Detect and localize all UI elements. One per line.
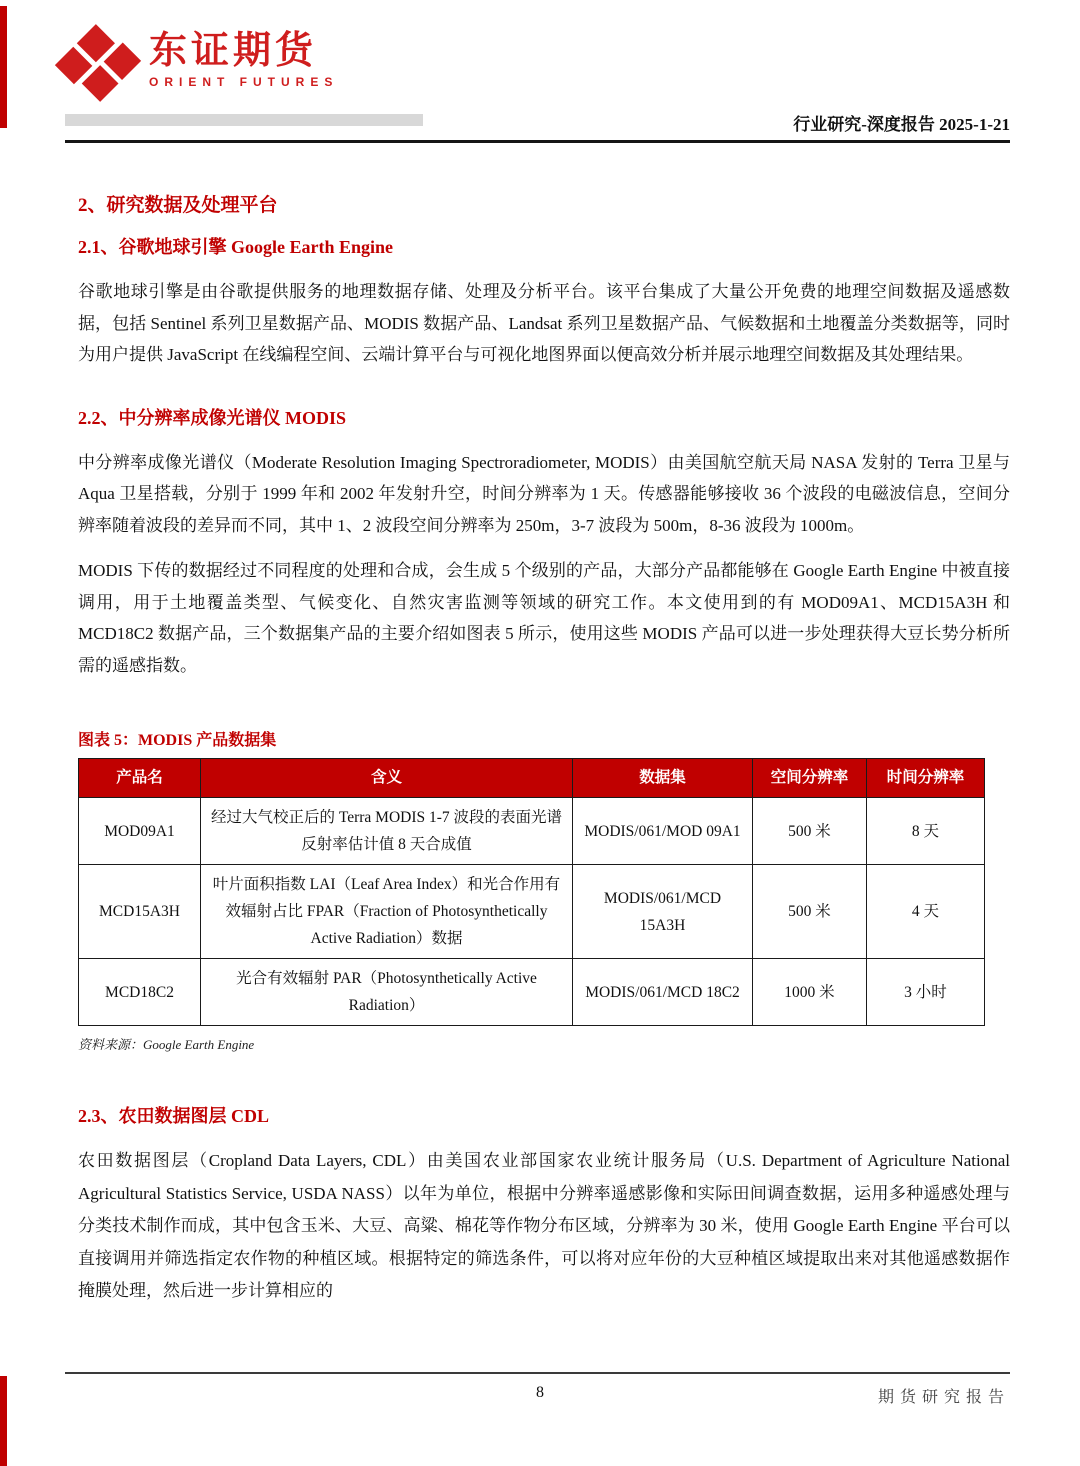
page-header <box>65 26 1010 134</box>
header-divider <box>65 140 1010 143</box>
footer-divider <box>65 1372 1010 1374</box>
cell-spatial: 500 米 <box>753 865 867 959</box>
table-row <box>79 959 985 1026</box>
cell-dataset: MODIS/061/MCD 18C2 <box>573 959 753 1026</box>
cell-spatial: 1000 米 <box>753 959 867 1026</box>
col-header-dataset: 数据集 <box>573 759 753 798</box>
section-2-2-title: 2.2、中分辨率成像光谱仪 MODIS <box>78 407 347 428</box>
header-gray-bar <box>65 114 423 126</box>
section-2-3-title: 2.3、农田数据图层 CDL <box>78 1106 270 1126</box>
section-2-1-title: 2.1、谷歌地球引擎 Google Earth Engine <box>78 237 394 257</box>
table-header-row <box>79 759 985 798</box>
cell-meaning: 经过大气校正后的 Terra MODIS 1-7 波段的表面光谱反射率估计值 8 天合成值 <box>201 798 573 865</box>
brand-logo <box>65 26 1010 92</box>
brand-logo-text <box>149 29 338 89</box>
cell-product: MOD09A1 <box>79 798 201 865</box>
col-header-meaning: 含义 <box>201 759 573 798</box>
left-accent-bar-top <box>0 6 7 128</box>
col-header-product: 产品名 <box>79 759 201 798</box>
section-2-1-paragraph: 谷歌地球引擎是由谷歌提供服务的地理数据存储、处理及分析平台。该平台集成了大量公开免费的地理空间数据及遥感数据，包括 Sentinel 系列卫星数据产品、MODIS 数据产品、Landsat 系列卫星数据产品、气候数据和土地覆盖分类数据等，同时为用户提供 JavaScript 在线编程空间、云端计算平台与可视化地图界面以便高效分析并展示地理空间数据及其处理结果。 <box>78 282 1010 364</box>
cell-temporal: 3 小时 <box>867 959 985 1026</box>
figure-5-caption: 图表 5：MODIS 产品数据集 <box>78 732 277 749</box>
cell-dataset: MODIS/061/MOD 09A1 <box>573 798 753 865</box>
footer-report-label: 期货研究报告 <box>877 1389 1010 1406</box>
cell-dataset: MODIS/061/MCD 15A3H <box>573 865 753 959</box>
col-header-spatial: 空间分辨率 <box>753 759 867 798</box>
cell-meaning: 光合有效辐射 PAR（Photosynthetically Active Radiation） <box>201 959 573 1026</box>
cell-temporal: 4 天 <box>867 865 985 959</box>
section-2-3-paragraph: 农田数据图层（Cropland Data Layers, CDL）由美国农业部国家农业统计服务局（U.S. Department of Agriculture National Agricultural Statistics Service, USDA NASS）以年为单位，根据中分辨率遥感影像和实际田间调查数据，运用多种遥感处理与分类技术制作而成，其中包含玉米、大豆、高粱、棉花等作物分布区域，分辨率为 30 米，使用 Google Earth Engine 平台可以直接调用并筛选指定农作物的种植区域。根据特定的筛选条件，可以将对应年份的大豆种植区域提取出来对其他遥感数据作掩膜处理，然后进一步计算相应的 <box>78 1151 1010 1300</box>
section-2-title: 2、研究数据及处理平台 <box>78 195 278 216</box>
cell-spatial: 500 米 <box>753 798 867 865</box>
brand-name-en: ORIENT FUTURES <box>149 75 339 89</box>
cell-temporal: 8 天 <box>867 798 985 865</box>
section-2-2-paragraph-2: MODIS 下传的数据经过不同程度的处理和合成，会生成 5 个级别的产品，大部分产品都能够在 Google Earth Engine 中被直接调用，用于土地覆盖类型、气候变化、自然灾害监测等领域的研究工作。本文使用到的有 MOD09A1、MCD15A3H 和 MCD18C2 数据产品，三个数据集产品的主要介绍如图表 5 所示，使用这些 MODIS 产品可以进一步处理获得大豆长势分析所需的遥感指数。 <box>78 561 1010 675</box>
table-row <box>79 865 985 959</box>
page-number: 8 <box>536 1384 544 1401</box>
modis-products-table <box>78 758 985 1026</box>
orient-futures-diamond-icon <box>57 22 139 104</box>
report-type-date: 行业研究-深度报告 2025-1-21 <box>793 115 1010 134</box>
cell-meaning: 叶片面积指数 LAI（Leaf Area Index）和光合作用有效辐射占比 FPAR（Fraction of Photosynthetically Active Radiation）数据 <box>201 865 573 959</box>
cell-product: MCD18C2 <box>79 959 201 1026</box>
page-content <box>78 192 1010 1322</box>
section-2-2-paragraph-1: 中分辨率成像光谱仪（Moderate Resolution Imaging Spectroradiometer, MODIS）由美国航空航天局 NASA 发射的 Terra 卫星与 Aqua 卫星搭载，分别于 1999 年和 2002 年发射升空，时间分辨率为 1 天。传感器能够接收 36 个波段的电磁波信息，空间分辨率随着波段的差异而不同，其中 1、2 波段空间分辨率为 250m，3-7 波段为 500m，8-36 波段为 1000m。 <box>78 452 1010 535</box>
cell-product: MCD15A3H <box>79 865 201 959</box>
table-source-note: 资料来源：Google Earth Engine <box>78 1037 255 1052</box>
table-row <box>79 798 985 865</box>
col-header-temporal: 时间分辨率 <box>867 759 985 798</box>
brand-name-cn: 东证期货 <box>149 30 318 72</box>
